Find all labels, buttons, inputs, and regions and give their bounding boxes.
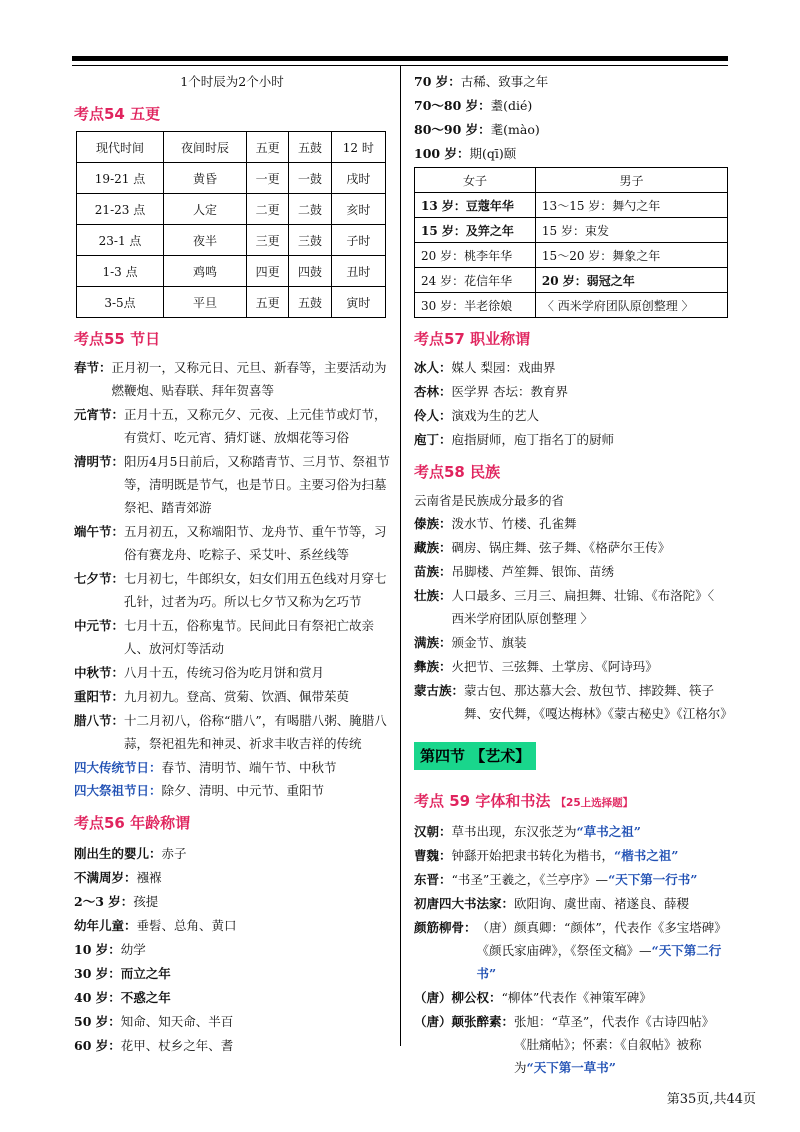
table-row: [415, 268, 728, 293]
calligraphy-def: [477, 916, 728, 985]
header-cell: 夜间时辰: [164, 132, 247, 163]
festival-def: 十二月初八，俗称“腊八”，有喝腊八粥、腌腊八蒜，祭祀祖先和神灵、祈求丰收吉祥的传统: [124, 713, 387, 751]
table-cell: 平旦: [164, 287, 247, 318]
festival-entry: [74, 450, 390, 519]
occupation-entry: [414, 404, 728, 427]
calligraphy-text: 钟繇开始把隶书转化为楷书，: [451, 848, 615, 863]
festival-def: 七月初七，牛郎织女，妇女们用五色线对月穿七孔针，过者为巧。所以七夕节又称为乞巧节: [124, 571, 387, 609]
header-cell: 现代时间: [77, 132, 164, 163]
calligraphy-highlight: “天下第一行书”: [608, 872, 698, 887]
ethnic-entry: [414, 631, 728, 654]
age-def: 而立之年: [120, 966, 171, 981]
four-traditional-line: [74, 756, 390, 779]
age-term: 70～80 岁：: [414, 98, 491, 113]
occupation-entry: [414, 380, 728, 403]
occupation-term: 伶人：: [414, 408, 452, 423]
age-entry: [414, 94, 728, 117]
age-entry: [414, 118, 728, 141]
age-term: 50 岁：: [74, 1014, 121, 1029]
festival-def: 七月十五，俗称鬼节。民间此日有祭祀亡故亲人、放河灯等活动: [124, 618, 375, 656]
table-row: [77, 194, 386, 225]
ethnic-intro: 云南省是民族成分最多的省: [414, 493, 565, 508]
festival-entry: [74, 356, 390, 402]
table-cell: 五更: [246, 287, 288, 318]
age-def: 襁褓: [136, 870, 162, 885]
intro-line: 1个时辰为2个小时: [180, 74, 284, 89]
festival-def: 正月十五，又称元夕、元夜、上元佳节或灯节，有赏灯、吃元宵、猜灯谜、放烟花等习俗: [124, 407, 387, 445]
calligraphy-entry: [414, 844, 728, 867]
ethnic-entry: [414, 584, 728, 630]
header-cell: 五鼓: [289, 132, 331, 163]
age-term: 40 岁：: [74, 990, 121, 1005]
table-cell: 15～20 岁：舞象之年: [535, 243, 727, 268]
table-cell: 〈 西米学府团队原创整理 〉: [535, 293, 727, 318]
age-def: 知命、知天命、半百: [120, 1014, 234, 1029]
age-term: 30 岁：: [74, 966, 121, 981]
ethnic-term: 傣族：: [414, 516, 452, 531]
festival-term: 端午节：: [74, 524, 125, 539]
calligraphy-term: 东晋：: [414, 872, 452, 887]
calligraphy-def: [452, 868, 728, 891]
occupation-term: 庖丁：: [414, 432, 452, 447]
table-cell: 人定: [164, 194, 247, 225]
table-cell: 3-5点: [77, 287, 164, 318]
table-cell: 四更: [246, 256, 288, 287]
calligraphy-entry: [414, 868, 728, 891]
festival-entry: [74, 709, 390, 755]
table-cell: 一鼓: [289, 163, 331, 194]
occupation-def: 媒人 梨园：戏曲界: [451, 360, 556, 375]
festival-term: 清明节：: [74, 454, 125, 469]
festival-term: 春节：: [74, 360, 112, 375]
calligraphy-term: （唐）颠张醉素：: [414, 1014, 515, 1029]
festival-term: 七夕节：: [74, 571, 125, 586]
section-four-title: 第四节 【艺术】: [414, 742, 536, 770]
right-column: [414, 70, 733, 1080]
table-cell: 黄昏: [164, 163, 247, 194]
ethnic-entry: [414, 679, 733, 725]
age-term: 2～3 岁：: [74, 894, 134, 909]
calligraphy-entry: [414, 820, 728, 843]
gender-age-table: [414, 167, 728, 318]
five-watches-table: [76, 131, 386, 318]
festival-entry: [74, 685, 390, 708]
four-ancestor-line: [74, 779, 390, 802]
age-def: 古稀、致事之年: [460, 74, 549, 89]
calligraphy-term: （唐）柳公权：: [414, 990, 502, 1005]
table-cell: 三鼓: [289, 225, 331, 256]
table-row: [77, 225, 386, 256]
festival-entry: [74, 520, 390, 566]
calligraphy-text: 草书出现，东汉张芝为: [451, 824, 577, 839]
festival-def: 八月十五，传统习俗为吃月饼和赏月: [124, 665, 325, 680]
calligraphy-entry: [414, 892, 728, 915]
age-def: 孩提: [133, 894, 159, 909]
table-cell: 13～15 岁：舞勺之年: [535, 193, 727, 218]
ethnic-term: 蒙古族：: [414, 683, 465, 698]
age-entry: [74, 938, 390, 961]
ethnic-entry: [414, 560, 728, 583]
page-number: 第35页,共44页: [666, 1092, 756, 1107]
age-entry: [74, 986, 390, 1009]
ethnic-def: 颁金节、旗装: [451, 635, 527, 650]
header-cell: 12 时: [331, 132, 385, 163]
calligraphy-highlight: “天下第二行书”: [476, 943, 722, 981]
occupation-def: 庖指厨师，庖丁指名丁的厨师: [451, 432, 615, 447]
occupation-entry: [414, 428, 728, 451]
age-def: 垂髫、总角、黄口: [136, 918, 237, 933]
occupation-term: 冰人：: [414, 360, 452, 375]
age-entry: [74, 890, 390, 913]
age-term: 10 岁：: [74, 942, 121, 957]
festival-entry: [74, 614, 390, 660]
table-cell: 15 岁：束发: [535, 218, 727, 243]
kd54-title: 考点54 五更: [74, 105, 161, 123]
table-row: [77, 256, 386, 287]
festival-term: 元宵节：: [74, 407, 125, 422]
table-cell: 戌时: [331, 163, 385, 194]
table-cell: 30 岁：半老徐娘: [415, 293, 536, 318]
ethnic-term: 苗族：: [414, 564, 452, 579]
festival-def: 九月初九。登高、赏菊、饮酒、佩带茱萸: [124, 689, 350, 704]
calligraphy-def: [452, 820, 728, 843]
table-cell: 一更: [246, 163, 288, 194]
festival-def: 正月初一，又称元日、元旦、新春等，主要活动为燃鞭炮、贴春联、拜年贺喜等: [111, 360, 387, 398]
table-cell: 20 岁：桃李年华: [415, 243, 536, 268]
table-cell: 亥时: [331, 194, 385, 225]
age-entry: [74, 842, 390, 865]
festival-def: 阳历4月5日前后，又称踏青节、三月节、祭祖节等，清明既是节气，也是节日。主要习俗为扫墓祭祀、踏青郊游: [124, 454, 390, 515]
age-def: 耋(dié): [490, 98, 533, 113]
column-divider: [400, 66, 401, 1046]
calligraphy-highlight: “草书之祖”: [576, 824, 641, 839]
header-rule-thick: [72, 56, 728, 61]
kd57-title: 考点57 职业称谓: [414, 330, 531, 348]
age-entry: [414, 70, 728, 93]
occupation-def: 医学界 杏坛：教育界: [451, 384, 568, 399]
table-cell: 20 岁：弱冠之年: [535, 268, 727, 293]
ethnic-def: 人口最多、三月三、扁担舞、壮锦、《布洛陀》〈 西米学府团队原创整理 〉: [451, 588, 715, 626]
table-cell: 1-3 点: [77, 256, 164, 287]
calligraphy-text: “书圣”王羲之，《兰亭序》—: [451, 872, 609, 887]
age-term: 刚出生的婴儿：: [74, 846, 162, 861]
age-term: 100 岁：: [414, 146, 470, 161]
age-entry: [74, 914, 390, 937]
age-entry: [74, 962, 390, 985]
table-cell: 21-23 点: [77, 194, 164, 225]
header-cell: 五更: [246, 132, 288, 163]
calligraphy-def: [452, 844, 728, 867]
calligraphy-text: 张旭：“草圣”，代表作《古诗四帖》《肚痛帖》；怀素：《自叙帖》被称为: [514, 1014, 715, 1075]
kd56-title: 考点56 年龄称谓: [74, 814, 191, 832]
ethnic-def: 吊脚楼、芦笙舞、银饰、苗绣: [451, 564, 615, 579]
table-row: [415, 193, 728, 218]
table-row: [415, 218, 728, 243]
table-cell: 15 岁：及笄之年: [415, 218, 536, 243]
calligraphy-term: 颜筋柳骨：: [414, 920, 477, 935]
header-cell: 女子: [415, 168, 536, 193]
table-cell: 三更: [246, 225, 288, 256]
table-cell: 五鼓: [289, 287, 331, 318]
calligraphy-entry: [414, 1010, 728, 1079]
ethnic-def: 火把节、三弦舞、土掌房、《阿诗玛》: [451, 659, 658, 674]
age-term: 70 岁：: [414, 74, 461, 89]
calligraphy-text: （唐）颜真卿：“颜体”，代表作《多宝塔碑》《颜氏家庙碑》，《祭侄文稿》—: [476, 920, 727, 958]
four-traditional-value: 春节、清明节、端午节、中秋节: [161, 760, 337, 775]
table-row: [415, 293, 728, 318]
age-def: 期(qī)颐: [469, 146, 517, 161]
kd58-title: 考点58 民族: [414, 463, 501, 481]
age-term: 60 岁：: [74, 1038, 121, 1053]
calligraphy-term: 汉朝：: [414, 824, 452, 839]
kd59-title-text: 考点 59 字体和书法: [414, 792, 551, 810]
table-cell: 四鼓: [289, 256, 331, 287]
four-ancestor-value: 除夕、清明、中元节、重阳节: [161, 783, 325, 798]
calligraphy-term: 初唐四大书法家：: [414, 896, 515, 911]
calligraphy-def: 欧阳询、虞世南、褚遂良、薛稷: [514, 896, 690, 911]
festival-def: 五月初五，又称端阳节、龙舟节、重午节等，习俗有赛龙舟、吃粽子、采艾叶、系丝线等: [124, 524, 387, 562]
kd59-title: [414, 790, 728, 814]
calligraphy-entry: [414, 986, 728, 1009]
table-cell: 鸡鸣: [164, 256, 247, 287]
calligraphy-def: [514, 1010, 728, 1079]
four-traditional-label: 四大传统节日：: [74, 760, 162, 775]
kd55-title: 考点55 节日: [74, 330, 161, 348]
festival-term: 腊八节：: [74, 713, 125, 728]
occupation-term: 杏林：: [414, 384, 452, 399]
age-term: 80～90 岁：: [414, 122, 491, 137]
table-cell: 19-21 点: [77, 163, 164, 194]
left-column: [74, 70, 390, 1058]
ethnic-def: 泼水节、竹楼、孔雀舞: [451, 516, 577, 531]
age-entry: [74, 866, 390, 889]
table-cell: 二更: [246, 194, 288, 225]
age-def: 幼学: [120, 942, 146, 957]
table-cell: 二鼓: [289, 194, 331, 225]
table-cell: 23-1 点: [77, 225, 164, 256]
calligraphy-def: “柳体”代表作《神策军碑》: [501, 990, 652, 1005]
table-row: [77, 163, 386, 194]
exam-tag: 【25上选择题】: [555, 797, 634, 809]
age-def: 赤子: [161, 846, 187, 861]
age-entry: [74, 1034, 390, 1057]
age-term: 不满周岁：: [74, 870, 137, 885]
table-row: [415, 243, 728, 268]
age-term: 幼年儿童：: [74, 918, 137, 933]
ethnic-term: 彝族：: [414, 659, 452, 674]
table-header-row: [77, 132, 386, 163]
ethnic-term: 藏族：: [414, 540, 452, 555]
age-def: 花甲、杖乡之年、耆: [120, 1038, 234, 1053]
ethnic-entry: [414, 655, 728, 678]
table-cell: 13 岁：豆蔻年华: [415, 193, 536, 218]
age-entry: [414, 142, 728, 165]
calligraphy-term: 曹魏：: [414, 848, 452, 863]
four-ancestor-label: 四大祭祖节日：: [74, 783, 162, 798]
festival-term: 中秋节：: [74, 665, 125, 680]
ethnic-def: 碉房、锅庄舞、弦子舞、《格萨尔王传》: [451, 540, 671, 555]
festival-entry: [74, 403, 390, 449]
table-cell: 子时: [331, 225, 385, 256]
table-cell: 24 岁：花信年华: [415, 268, 536, 293]
table-row: [77, 287, 386, 318]
header-cell: 男子: [535, 168, 727, 193]
table-cell: 寅时: [331, 287, 385, 318]
calligraphy-highlight: “天下第一草书”: [526, 1060, 616, 1075]
calligraphy-entry: [414, 916, 728, 985]
age-def: 耄(mào): [490, 122, 540, 137]
festival-term: 重阳节：: [74, 689, 125, 704]
calligraphy-highlight: “楷书之祖”: [614, 848, 679, 863]
table-cell: 夜半: [164, 225, 247, 256]
occupation-entry: [414, 356, 728, 379]
ethnic-term: 壮族：: [414, 588, 452, 603]
festival-entry: [74, 661, 390, 684]
ethnic-def: 蒙古包、那达慕大会、敖包节、摔跤舞、筷子舞、安代舞，《嘎达梅林》《蒙古秘史》《江格尔》: [464, 683, 733, 721]
age-def: 不惑之年: [120, 990, 171, 1005]
ethnic-entry: [414, 536, 728, 559]
festival-term: 中元节：: [74, 618, 125, 633]
table-cell: 丑时: [331, 256, 385, 287]
age-entry: [74, 1010, 390, 1033]
occupation-def: 演戏为生的艺人: [451, 408, 540, 423]
table-header-row: [415, 168, 728, 193]
festival-entry: [74, 567, 390, 613]
ethnic-term: 满族：: [414, 635, 452, 650]
ethnic-entry: [414, 512, 728, 535]
